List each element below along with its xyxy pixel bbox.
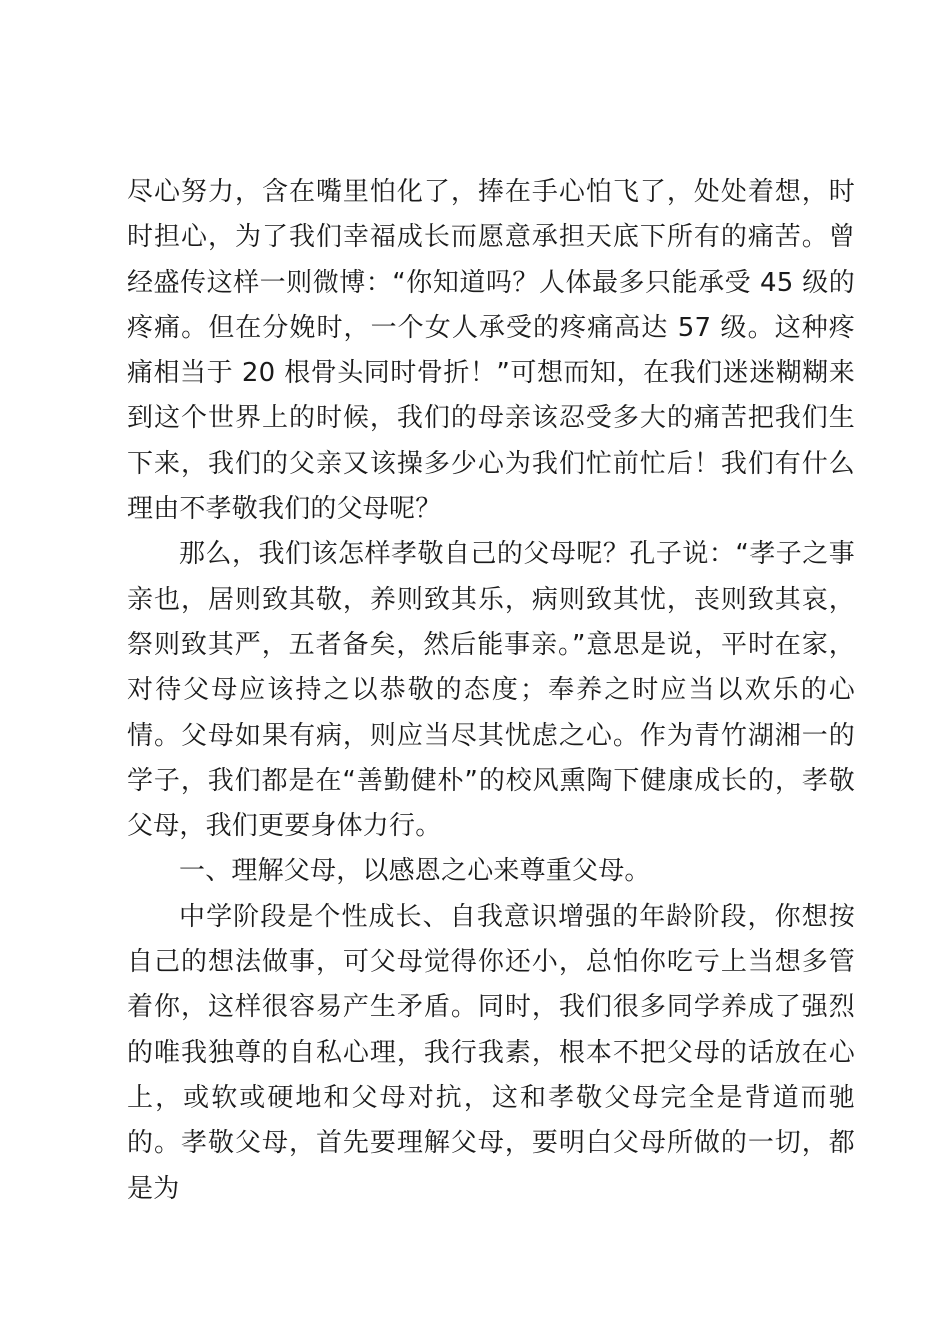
paragraph: 中学阶段是个性成长、自我意识增强的年龄阶段，你想按自己的想法做事，可父母觉得你还小，总怕你吃亏上当想多管着你，这样很容易产生矛盾。同时，我们很多同学养成了强烈的唯我独尊的自私心理，我行我素，根本不把父母的话放在心上，或软或硬地和父母对抗，这和孝敬父母完全是背道而驰的。孝敬父母，首先要理解父母，要明白父母所做的一切，都是为 bbox=[127, 901, 855, 1204]
paragraph: 尽心努力，含在嘴里怕化了，捧在手心怕飞了，处处着想，时时担心，为了我们幸福成长而愿意承担天底下所有的痛苦。曾经盛传这样一则微博：“你知道吗？人体最多只能承受 45 级的疼痛。但在分娩时，一个女人承受的疼痛高达 57 级。这种疼痛相当于 20 根骨头同时骨折！”可想而知，在我们迷迷糊糊来到这个世界上的时候，我们的母亲该忍受多大的痛苦把我们生下来，我们的父亲又该操多少心为我们忙前忙后！我们有什么理由不孝敬我们的父母呢？ bbox=[127, 177, 855, 525]
body-text bbox=[127, 170, 855, 1212]
section-heading: 一、理解父母，以感恩之心来尊重父母。 bbox=[179, 856, 651, 887]
paragraph: 那么，我们该怎样孝敬自己的父母呢？孔子说：“孝子之事亲也，居则致其敬，养则致其乐，病则致其忧，丧则致其哀，祭则致其严，五者备矣，然后能事亲。”意思是说，平时在家，对待父母应该持之以恭敬的态度；奉养之时应当以欢乐的心情。父母如果有病，则应当尽其忧虑之心。作为青竹湖湘一的学子，我们都是在“善勤健朴”的校风熏陶下健康成长的，孝敬父母，我们更要身体力行。 bbox=[127, 539, 855, 842]
